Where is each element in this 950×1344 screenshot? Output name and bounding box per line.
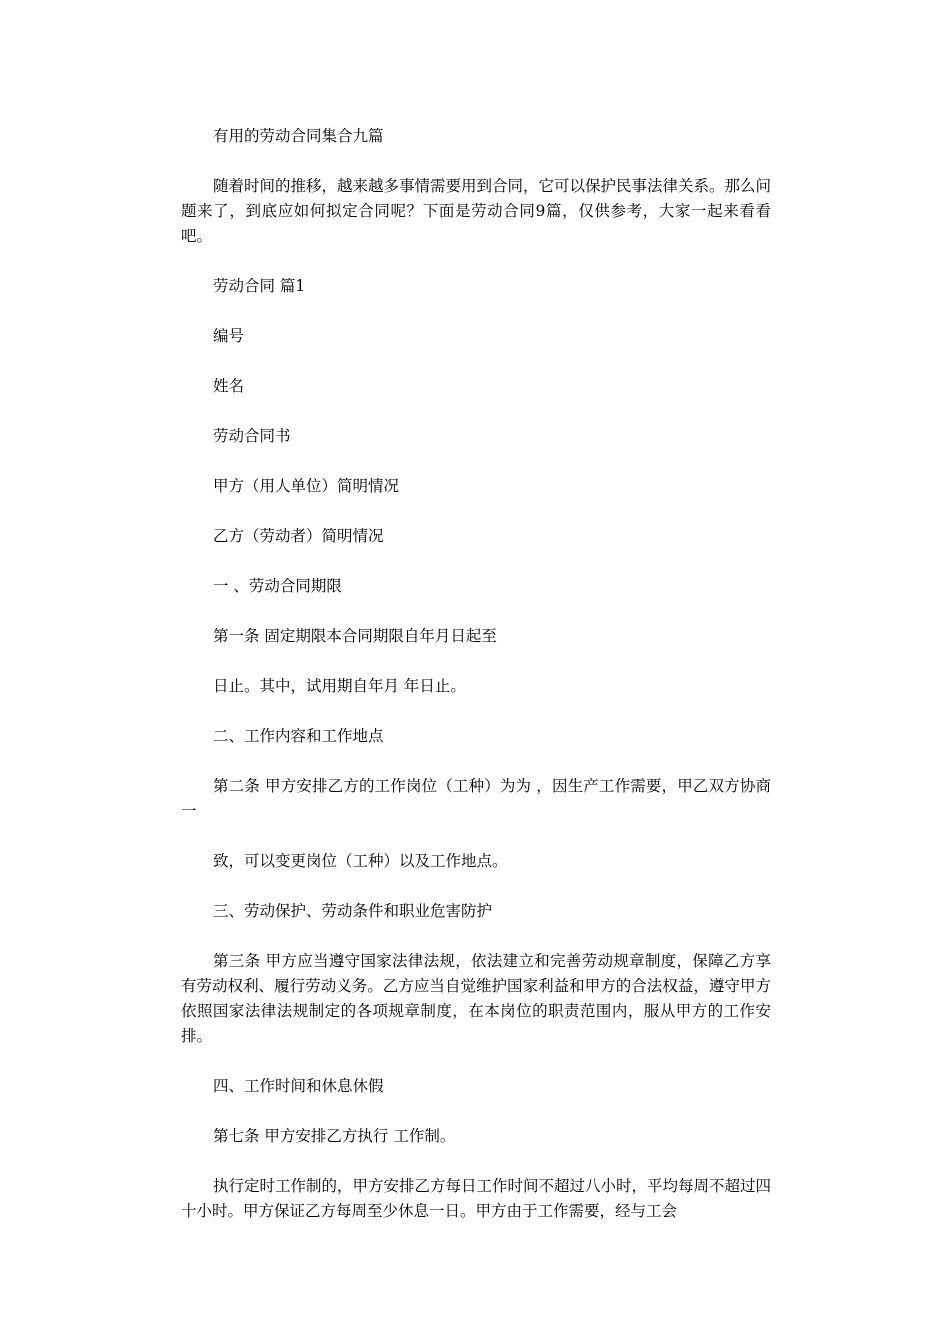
article-3: 第三条 甲方应当遵守国家法律法规，依法建立和完善劳动规章制度，保障乙方享有劳动权利、履行劳动义务。乙方应当自觉维护国家利益和甲方的合法权益，遵守甲方依照国家法律法规制定的各项规章制度，在本岗位的职责范围内，服从甲方的工作安排。 xyxy=(181,952,771,1045)
party-b-info: 乙方（劳动者）简明情况 xyxy=(213,527,384,545)
field-label-number: 编号 xyxy=(213,327,245,345)
document-title: 有用的劳动合同集合九篇 xyxy=(213,127,384,145)
article-7: 第七条 甲方安排乙方执行 工作制。 xyxy=(213,1127,456,1145)
contract-book-heading: 劳动合同书 xyxy=(213,427,291,445)
section-heading-work-hours: 四、工作时间和休息休假 xyxy=(213,1077,384,1095)
paragraph-intro: 随着时间的推移，越来越多事情需要用到合同，它可以保护民事法律关系。那么问题来了，到底应如何拟定合同呢？下面是劳动合同9篇，仅供参考，大家一起来看看吧。 xyxy=(181,177,772,245)
article-1-continued: 日止。其中，试用期自年月 年日止。 xyxy=(213,677,466,695)
article-2-continued: 致，可以变更岗位（工种）以及工作地点。 xyxy=(213,852,508,870)
section-heading-term: 一 、劳动合同期限 xyxy=(213,577,342,595)
article-1: 第一条 固定期限本合同期限自年月日起至 xyxy=(213,627,497,645)
section-heading-contract-1: 劳动合同 篇1 xyxy=(213,277,306,295)
document-body xyxy=(181,124,771,1249)
section-heading-protection: 三、劳动保护、劳动条件和职业危害防护 xyxy=(213,902,493,920)
paragraph-fixed-hours: 执行定时工作制的，甲方安排乙方每日工作时间不超过八小时，平均每周不超过四十小时。甲方保证乙方每周至少休息一日。甲方由于工作需要，经与工会 xyxy=(181,1177,772,1220)
article-2: 第二条 甲方安排乙方的工作岗位（工种）为为 ，因生产工作需要，甲乙双方协商一 xyxy=(181,777,771,820)
section-heading-work-content: 二、工作内容和工作地点 xyxy=(213,727,384,745)
party-a-info: 甲方（用人单位）简明情况 xyxy=(213,477,400,495)
field-label-name: 姓名 xyxy=(213,377,245,395)
